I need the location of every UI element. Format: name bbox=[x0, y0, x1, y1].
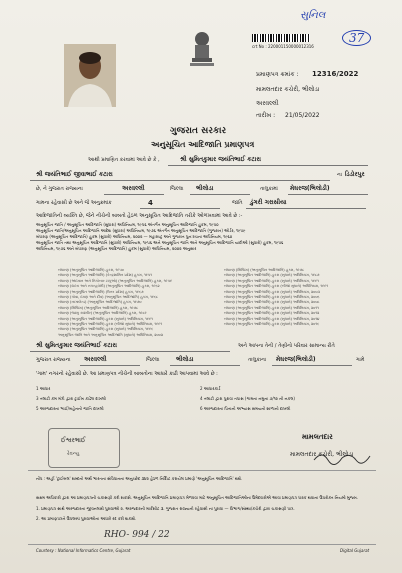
order-item: બંધારણ (અનુસૂચિત આદિજાતિ) હુકમ (બીજો સુધારો) અધિનિયમ, ૧૯૯૧ bbox=[224, 284, 329, 289]
order-item: બંધારણ (ગોવા, દમણ અને દીવ) (અનુસૂચિત આદિજાતિ) હુકમ, ૧૯૬૮ bbox=[58, 295, 158, 300]
footer-brand: Digital Gujarat bbox=[340, 548, 370, 553]
gov-title: ગુજરાત સરકાર bbox=[170, 126, 227, 136]
order-item: બંધારણ (અનુસૂચિત આદિજાતિ) હુકમ (સુધારો) અધિનિયમ, ૨૦૦૩ bbox=[224, 289, 320, 294]
para-small-3: બંધારણ (અનુસૂચિત આદિજાતિ) હુકમ (સુધારો) અધિનિયમ, ૨૦૦૨ — મહારાષ્ટ્ર અને ગુજરાત પુન:રચના અધિનિયમ, ૧૯૬૦ bbox=[36, 234, 233, 239]
row2-taluka: ભીલોડા bbox=[176, 356, 194, 363]
order-item: બંધારણ (અનુસૂચિત આદિજાતિ) હુકમ (સુધારો) અધિનિયમ, ૨૦૧૬ bbox=[224, 322, 320, 327]
ward-number: 4 bbox=[148, 199, 153, 207]
issuer-name: અરવલ્લી bbox=[256, 100, 279, 107]
father-name: શ્રી જયંતિભાઈ જીવાભાઈ કટારા bbox=[36, 171, 113, 178]
order-item: બંધારણ (અનુસૂચિત આદિજાતિ) હુકમ (સુધારો) અધિનિયમ, ૨૦૧૧ bbox=[224, 305, 319, 310]
note-body: સક્ષમ અધિકારી દ્વારા આ પ્રમાણપત્રની ચકાસણી કરી શકાશે. અનુસૂચિત આદિજાતિ પ્રમાણપત્ર મેળવવા માટે અનુસૂચિત આદિજાતિઓના ઉમેદવારોએ આવા પ્રમાણપત્ર ધારક થવાના ઉપરોક્ત નિયમો મુજબ. bbox=[36, 495, 359, 500]
order-item: બંધારણ (અનુસૂચિત આદિજાતિ) હુકમ, ૧૯૫૦ bbox=[58, 268, 124, 272]
applicant-name: શ્રી સુમિતકુમાર જયંતિભાઈ કટારા bbox=[180, 156, 261, 163]
order-item: બંધારણ (અનુસૂચિત આદિજાતિ) હુકમ (સુધારો) અધિનિયમ, ૧૯૯૬ bbox=[58, 327, 154, 332]
district-label: જિલ્લા bbox=[170, 186, 184, 192]
row2-village: મેઘરજ(ભિલોડી) bbox=[276, 356, 316, 363]
row2-district-label: જિલ્લા bbox=[146, 357, 160, 363]
order-item: બંધારણ (અનુસૂચિત આદિજાતિ) હુકમ (સુધારો) અધિનિયમ, ૨૦૦૬ bbox=[224, 295, 320, 300]
order-list-left bbox=[58, 268, 208, 338]
applicant-photo bbox=[64, 44, 116, 107]
mamlatdar-office: મામલતદાર કચેરી, ભીલોડા bbox=[290, 451, 354, 458]
order-item: બંધારણ (સિક્કિમ) (અનુસૂચિત આદિજાતિ) હુકમ, ૧૯૭૮ bbox=[224, 268, 305, 272]
village-value: મેઘરજ(ભિલોડી) bbox=[290, 185, 330, 192]
footer-courtesy: Courtesy : National Informatics Centre, Gujarat bbox=[36, 548, 131, 553]
order-item: બંધારણ (અનુસૂચિત આદિજાતિ) હુકમ (સુધારો) અધિનિયમ, ૧૯૮૭ bbox=[224, 273, 320, 278]
handwritten-name: સુનિલ bbox=[300, 10, 326, 21]
caste-name: ડિડોરપુર bbox=[345, 171, 365, 178]
order-item: બંધારણ (જમ્મુ કાશ્મીર) (અનુસૂચિત આદિજાતિ) હુકમ, ૧૯૮૯ bbox=[58, 311, 147, 316]
para-small-2: અનુસૂચિત જાતિ/અનુસૂચિત આદિજાતિ આદેશ (સુધારા) અધિનિયમ, ૧૯૭૬ અંતર્ગત અનુસૂચિત આદિજાતિ (ગુજરાત) ઓર્ડર, ૧૯૫૯ bbox=[36, 228, 246, 233]
row2-name: શ્રી સુમિતકુમાર જયંતિભાઈ કટારા bbox=[36, 342, 117, 349]
order-item: બંધારણ (અનુસૂચિત આદિજાતિ) હુકમ (સુધારો) અધિનિયમ, ૨૦૧૨ bbox=[224, 311, 320, 316]
order-item: બંધારણ (અનુસૂચિત આદિજાતિ) (ઉત્તર પ્રદેશ) હુકમ, ૧૯૬૭ bbox=[58, 289, 144, 294]
row2-mid: અને આપના તેની / તેણીનો પરિવાર સામાન્ય રીતે bbox=[238, 343, 335, 349]
para-small-4: અનુસૂચિત જાતિ તથા અનુસૂચિત આદિજાતિ (સુધારો) અધિનિયમ, ૧૯૫૬ અને અનુસૂચિત જાતિ અને અનુસૂચિત આદિજાતિ યાદીઓ (સુધારો) હુકમ, ૧૯૫૬ bbox=[36, 240, 284, 245]
barcode bbox=[252, 34, 310, 42]
para-small-5: અધિનિયમ, ૧૯૭૬ અને બંધારણ (અનુસૂચિત આદિજાતિ) હુકમ (સુધારો) અધિનિયમ, ૨૦૦૨ અનુસાર bbox=[36, 246, 197, 251]
order-item: બંધારણ (દાદરા અને નગરહવેલી) (અનુસૂચિત આદિજાતિ) હુકમ, ૧૯૬૨ bbox=[58, 284, 160, 289]
tribe-value: ડુંગરી ગરાસીયા bbox=[250, 199, 287, 206]
date-label: તારીખ : bbox=[256, 112, 276, 119]
order-item: બંધારણ (અનુસૂચિત આદિજાતિ) હુકમ (સુધારો) અધિનિયમ, ૧૯૯૧ bbox=[58, 316, 153, 321]
stamp-label: ઈશ્વરભાઈ bbox=[61, 437, 86, 444]
order-item: બંધારણ (અંદમાન અને નિકોબાર ટાપુઓ) (અનુસૂચિત આદિજાતિ) હુકમ, ૧૯૫૯ bbox=[58, 278, 173, 283]
note-title: નોંધ : અહીં 'ટ્રાઈબલ' શબ્દનો અર્થ ભારતના સંવિધાનના અનુચ્છેદ ૩૪૨ હેઠળ નિર્દિષ્ટ કરાયેલ પ્રમાણે 'અનુસૂચિત આદિજાતિ' થશે. bbox=[36, 476, 243, 481]
para-small-1: અનુસૂચિત જાતિ / અનુસૂચિત આદિજાતિ (સુધારા) અધિનિયમ, ૧૯૫૬ અંતર્ગત અનુસૂચિત આદિજાતિ હુકમ, ૧૯૫૦ bbox=[36, 222, 219, 227]
order-item: બંધારણ (સિક્કિમ) (અનુસૂચિત આદિજાતિ) હુકમ, ૧૯૭૮ bbox=[58, 305, 139, 310]
basis-item: 4 તલાટી દ્વારા પુરાવા તપાસ (ગામના નમુના ૭/૧૨ ની નકલ) bbox=[200, 396, 295, 401]
row2-village-suffix: ગામે bbox=[356, 357, 365, 363]
row2-state: ગુજરાત રાજ્યના bbox=[36, 357, 71, 363]
certificate-title: અનુસૂચિત આદિજાતિ પ્રમાણપત્ર bbox=[151, 140, 255, 149]
para-1: આદિજાતિની વ્યક્તિ છે, જેને નીચેની બાબતો હેઠળ અનુસૂચિત આદિજાતિ તરીકે ઓળખવામાં આવે છે :- bbox=[36, 213, 243, 219]
basis-item: 5 અરજદારના ભાઈ/બહેનનો જાતિ દાખલો bbox=[36, 406, 104, 411]
taluka-label: તાલુકામાં bbox=[260, 186, 278, 192]
stamp-place: રેવન્યુ bbox=[67, 451, 80, 457]
office-name: મામલતદાર કચેરી, ભીલોડા bbox=[256, 86, 320, 93]
basis-item: 2 આધારકાર્ડ bbox=[200, 386, 221, 391]
issue-date: 21/05/2022 bbox=[285, 112, 320, 119]
basis-item: 6 અરજદારના પિતાનો અભ્યાસ સમયનો શાળાનો દાખલો bbox=[200, 406, 291, 411]
barcode-text: crt No : 220001150000012316 bbox=[252, 44, 314, 49]
note-items: 1. પ્રમાણપત્ર સાથે અરજદારના જીવનલક્ષી પુરાવાઓ ૨. અરજદારની માર્કશીટ ૩. ગુજરાત રાજ્યની રહેવાસી ના પુરાવા — વિભાગ/સંસ્થા/કચેરી દ્વારા ચકાસણી પાત્ર. bbox=[36, 506, 295, 511]
state-line: છે, ને ગુજરાત રાજ્યના bbox=[36, 186, 83, 192]
ward-label: ગામના રહેવાસી છે અને જે અનુક્રમાંક bbox=[36, 200, 112, 206]
taluka-value: ભીલોડા bbox=[196, 185, 214, 192]
order-item: બંધારણ (નાગાલેન્ડ) (અનુસૂચિત આદિજાતિ) હુકમ, ૧૯૭૦ bbox=[58, 300, 142, 305]
tribe-label: જાતિ bbox=[232, 200, 243, 206]
official-stamp bbox=[48, 428, 120, 468]
row2-taluka-label: તાલુકાના bbox=[248, 357, 267, 363]
row2-district: અરવલ્લી bbox=[84, 356, 107, 363]
caste-suffix: ના bbox=[337, 172, 342, 178]
order-item: બંધારણ (અનુસૂચિત આદિજાતિ) (કેન્દ્રશાસિત પ્રદેશ) હુકમ, ૧૯૫૧ bbox=[58, 273, 152, 278]
basis-item: 3 તલાટી કમ મંત્રી દ્વારા ટ્રાઈબ કાઢેલ દાખલો bbox=[36, 396, 106, 401]
handwritten-reference: RHO- 994 / 22 bbox=[104, 530, 170, 540]
cert-no-label: પ્રમાણપત્ર ક્રમાંક : bbox=[256, 71, 299, 78]
order-item: અનુસૂચિત જાતિ અને અનુસૂચિત આદિજાતિ (સુધારો) અધિનિયમ, ૨૦૦૨ bbox=[58, 332, 163, 337]
order-list-right bbox=[224, 268, 374, 327]
mamlatdar-title: મામલતદાર bbox=[302, 433, 333, 441]
order-item: બંધારણ (અનુસૂચિત આદિજાતિ) હુકમ (સુધારો) અધિનિયમ, ૧૯૯૧ bbox=[224, 278, 319, 283]
cert-line-prefix: આથી પ્રમાણિત કરવામાં આવે છે કે , bbox=[88, 157, 160, 163]
row3-text: 'ગામ' નગરનો રહેવાસી છે. આ પ્રમાણપત્ર નીચેની બાબતોના આધારે કાઢી આપવામાં આવે છે : bbox=[36, 371, 218, 377]
order-item: બંધારણ (અનુસૂચિત આદિજાતિ) હુકમ (સુધારો) અધિનિયમ, ૨૦૦૮ bbox=[224, 300, 320, 305]
cert-no: 12316/2022 bbox=[312, 70, 359, 78]
order-item: બંધારણ (અનુસૂચિત આદિજાતિ) હુકમ (બીજો સુધારો) અધિનિયમ, ૧૯૯૧ bbox=[58, 322, 163, 327]
basis-item: 1 આધાર bbox=[36, 386, 51, 391]
order-item: બંધારણ (અનુસૂચિત આદિજાતિ) હુકમ (સુધારો) અધિનિયમ, ૨૦૧૪ bbox=[224, 316, 320, 321]
handwritten-number: 37 bbox=[342, 30, 371, 46]
emblem-icon bbox=[186, 30, 218, 68]
district-value: અરવલ્લી bbox=[122, 185, 145, 192]
note-items-2: 2. આ પ્રમાણપત્રને ઉપલબ્ધ પુરાવાઓના આધારે રદ કરી શકાશે. bbox=[36, 516, 137, 521]
